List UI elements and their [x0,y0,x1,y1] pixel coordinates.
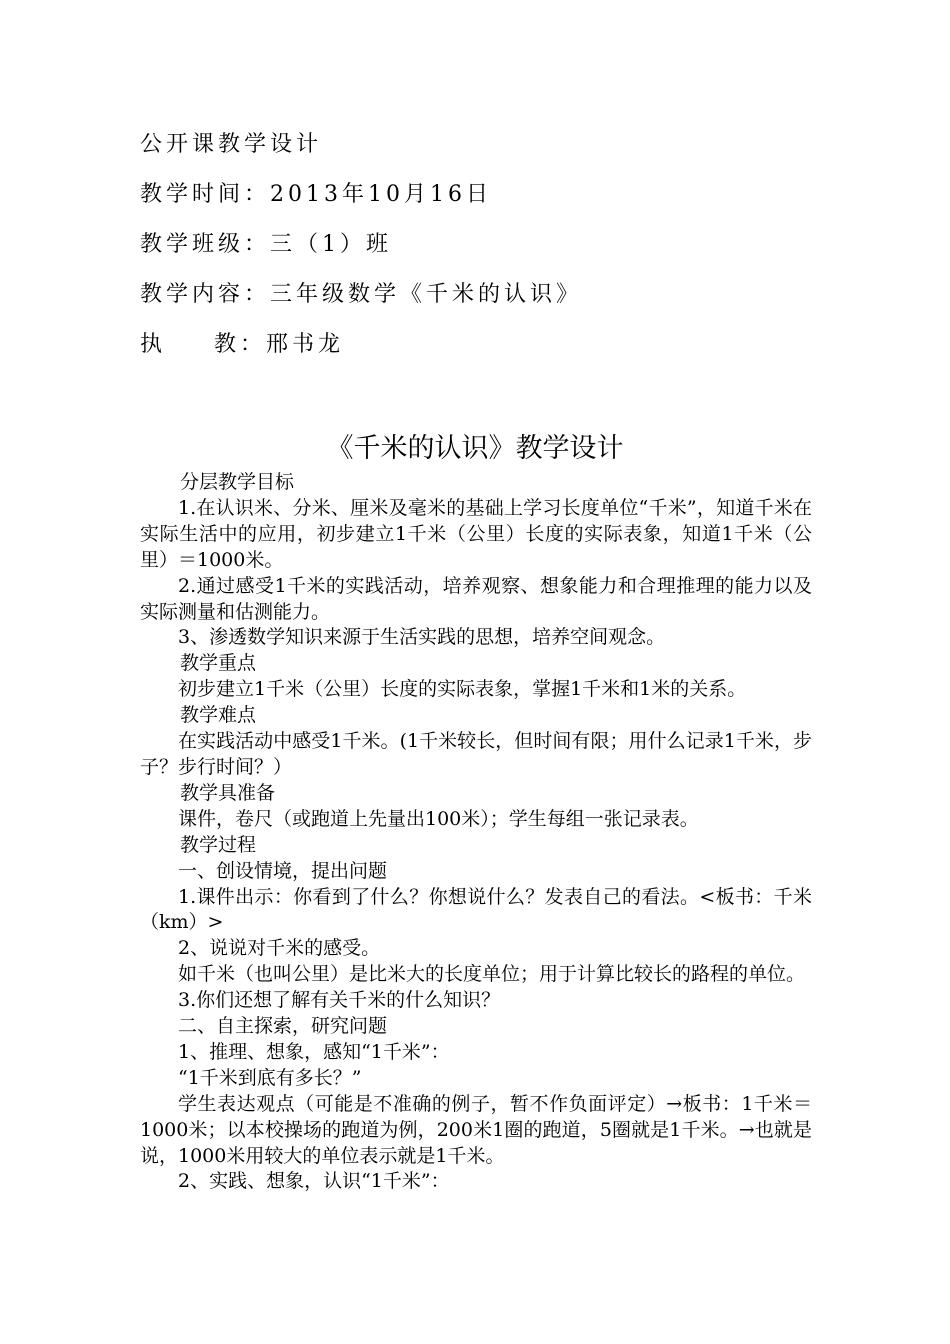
section-heading: 教学过程 [180,833,257,856]
teacher-value: 邢书龙 [266,332,345,357]
section-heading: 教学重点 [180,652,257,675]
body-paragraph: 2.通过感受1千米的实践活动，培养观察、想象能力和合理推理的能力以及实际测量和估测能力。 [140,574,812,623]
body-paragraph: 在实践活动中感受1千米。(1千米较长，但时间有限；用什么记录1千米，步子？步行时间？） [140,730,812,778]
cover-time-row [140,182,840,208]
body-paragraph: 2、说说对千米的感受。 [178,937,381,960]
section-heading: 教学具准备 [180,781,276,804]
cover-teacher-row [140,332,840,358]
document-body [140,470,812,1195]
class-label: 教学班级： [140,232,271,257]
class-value: 三（1）班 [270,232,393,257]
section-heading: 分层教学目标 [180,471,295,493]
body-paragraph: 2、实践、想象，认识“1千米”： [178,1170,450,1193]
time-value: 2013年10月16日 [270,182,492,207]
teacher-label [140,332,266,358]
body-paragraph: 3.你们还想了解有关千米的什么知识？ [178,989,501,1012]
section-heading: 教学难点 [180,704,257,727]
teacher-label-a: 执 [140,332,163,357]
cover-class-row [140,232,840,258]
body-paragraph: 一、创设情境，提出问题 [178,859,388,882]
body-paragraph: 1、推理、想象，感知“1千米”： [178,1040,450,1063]
body-paragraph: 学生表达观点（可能是不准确的例子，暂不作负面评定）→板书：1千米＝1000米；以本校操场的跑道为例，200米1圈的跑道，5圈就是1千米。→也就是说，1000米用较大的单位表示就是1千米。 [140,1092,812,1167]
body-paragraph: 1.在认识米、分米、厘米及毫米的基础上学习长度单位“千米”，知道千米在实际生活中的应用，初步建立1千米（公里）长度的实际表象，知道1千米（公里）＝1000米。 [140,496,812,571]
body-paragraph: 3、渗透数学知识来源于生活实践的思想，培养空间观念。 [178,626,666,649]
document-title: 《千米的认识》教学设计 [326,433,624,464]
body-paragraph: “1千米到底有多长？” [178,1066,362,1089]
content-value: 三年级数学《千米的认识》 [270,282,583,307]
body-paragraph: 课件，卷尺（或跑道上先量出100米）；学生每组一张记录表。 [178,807,699,830]
body-paragraph: 二、自主探索，研究问题 [178,1015,388,1038]
cover-content-row [140,282,840,308]
body-paragraph: 初步建立1千米（公里）长度的实际表象，掌握1千米和1米的关系。 [178,678,747,701]
body-paragraph: 如千米（也叫公里）是比米大的长度单位；用于计算比较长的路程的单位。 [178,963,806,986]
cover-title [140,132,840,158]
body-paragraph: 1.课件出示：你看到了什么？你想说什么？发表自己的看法。<板书：千米（km）> [140,885,812,934]
cover-block [140,132,840,382]
time-label: 教学时间： [140,182,271,207]
content-label: 教学内容： [140,282,271,307]
teacher-label-b: 教： [214,332,267,357]
cover-title-text: 公开课教学设计 [140,132,323,157]
